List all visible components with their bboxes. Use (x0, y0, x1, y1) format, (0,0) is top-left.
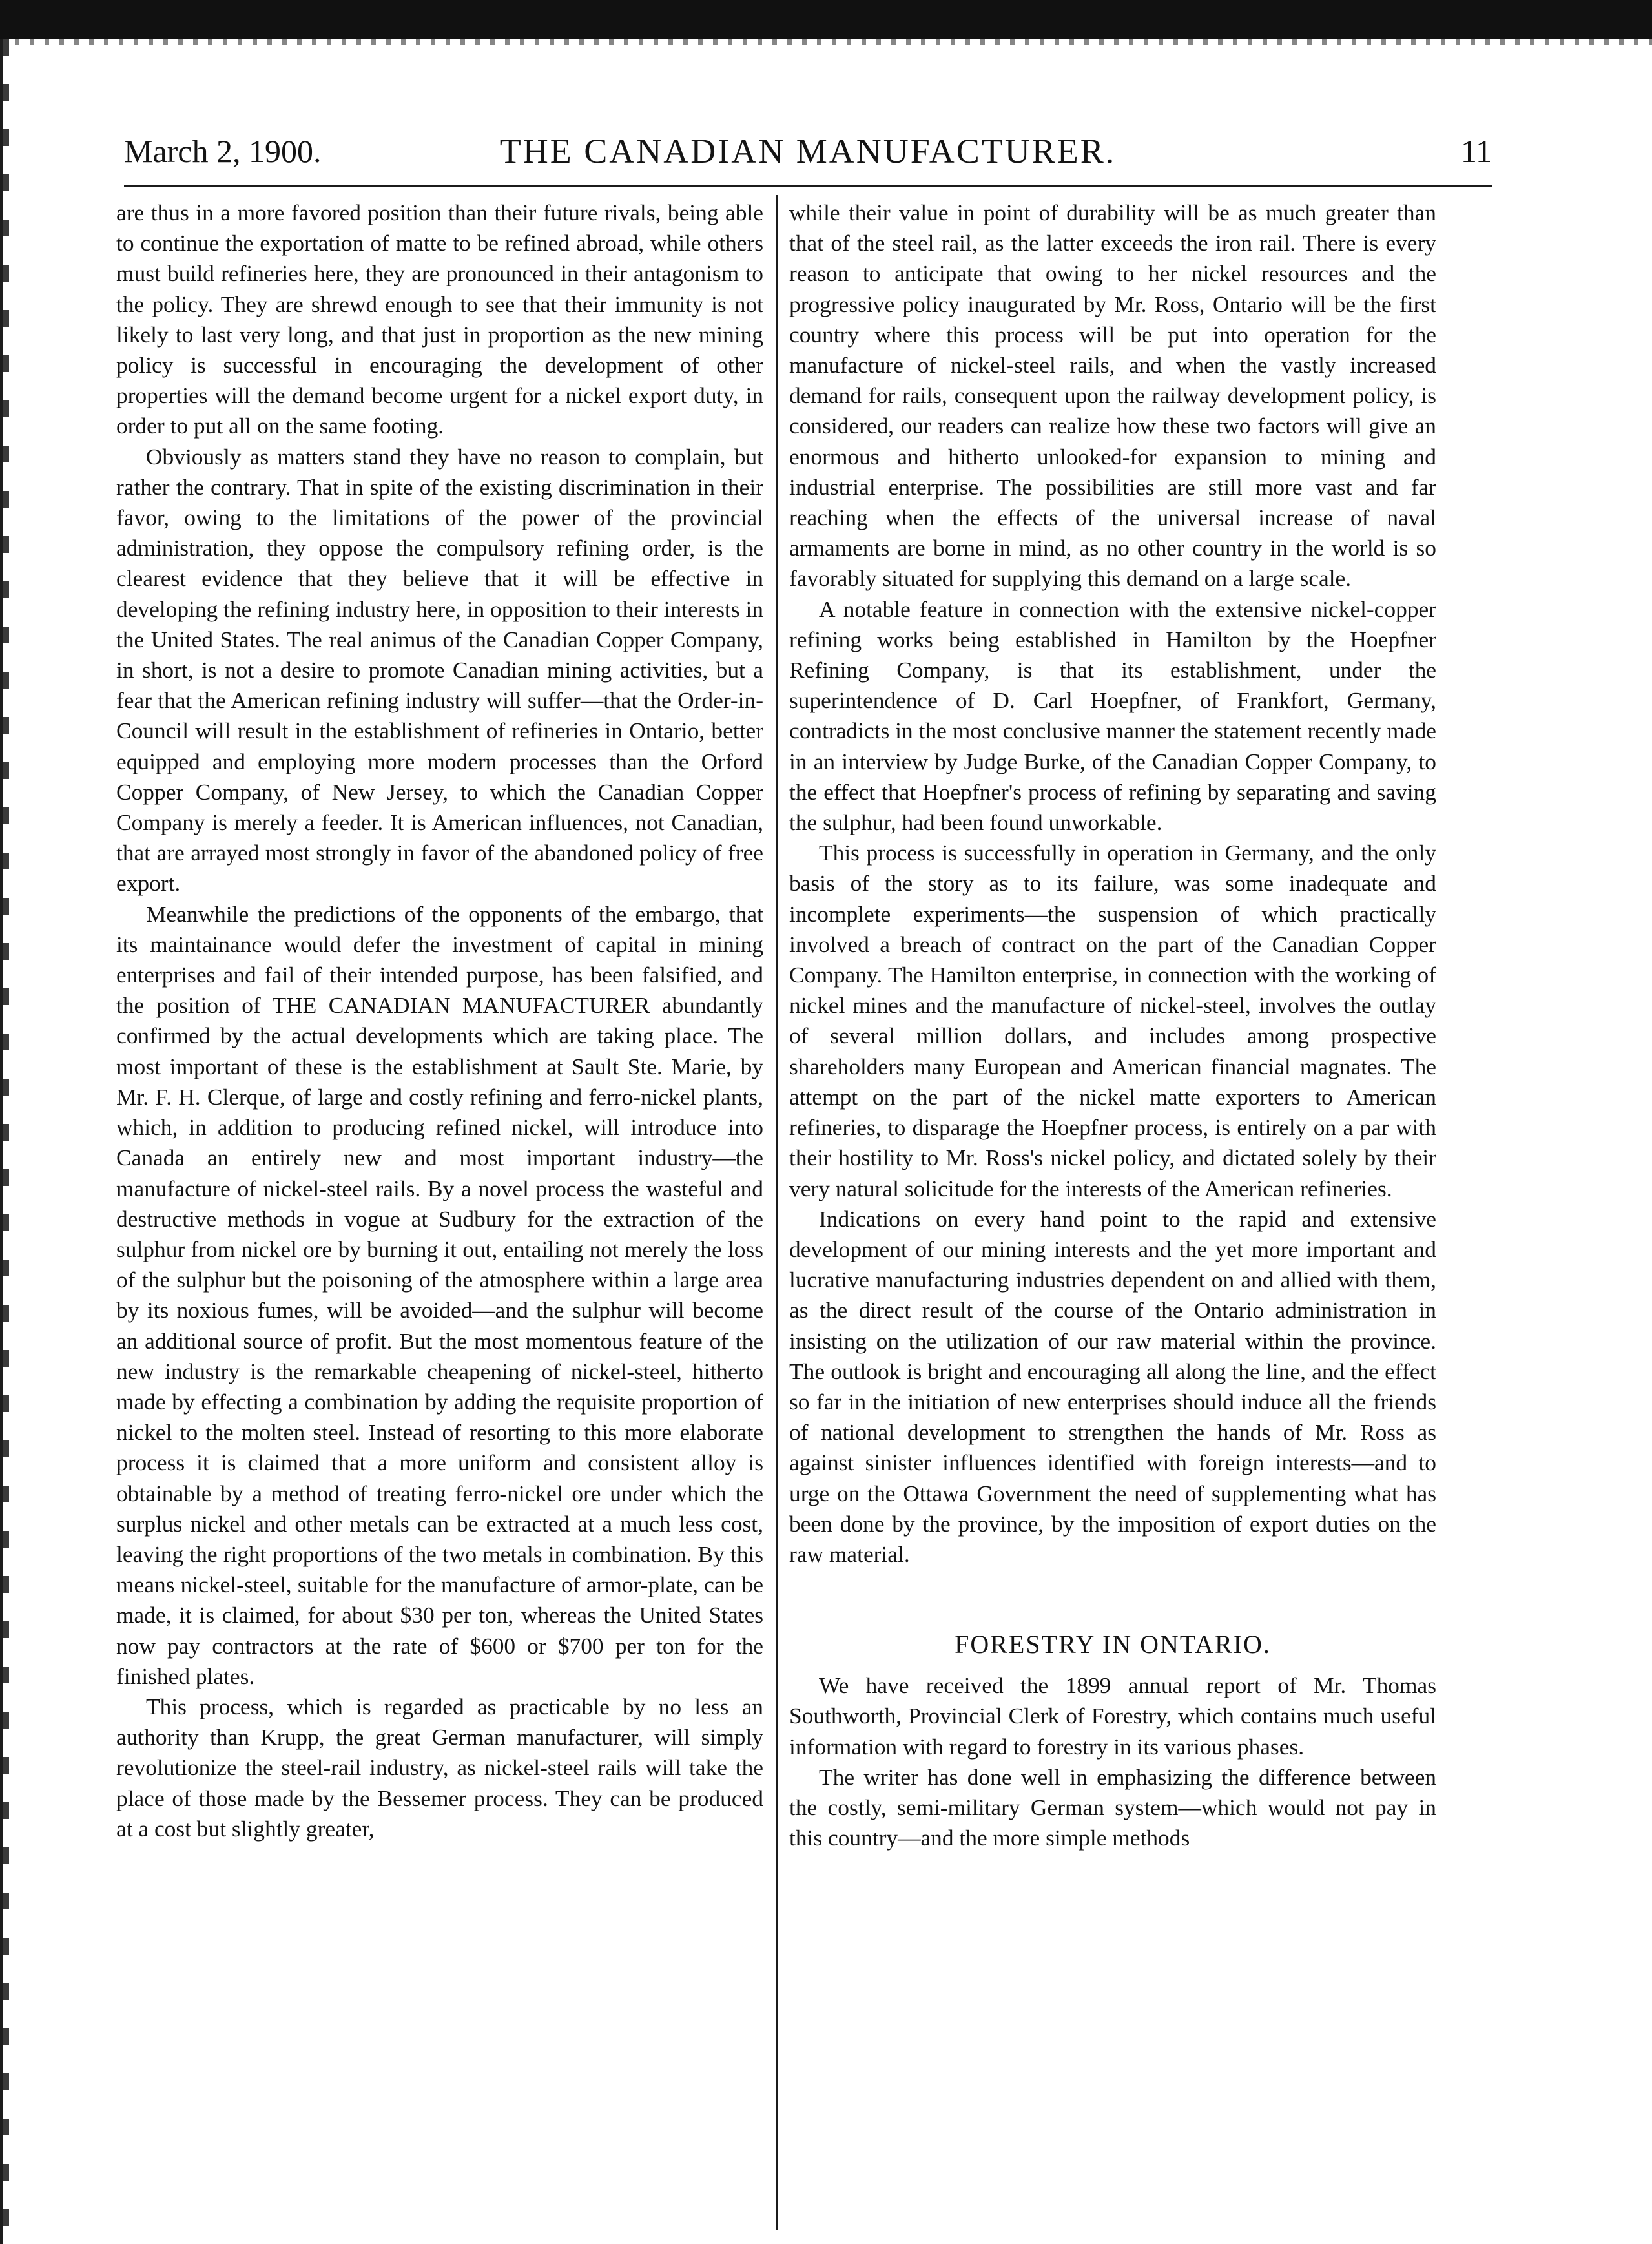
header-rule (124, 185, 1492, 187)
article-paragraph: This process is successfully in operation in Germany, and the only basis of the story as to its failure, was some inadequate and incomplete experiments—the suspension of which practically involved a breach of contract on the part of the Canadian Copper Company. The Hamilton enterprise, in connection with the working of nickel mines and the manufacture of nickel-steel, involves the outlay of several million dollars, and includes among prospective shareholders many European and American financial magnates. The attempt on the part of the nickel matte exporters to American refineries, to disparage the Hoepfner process, is entirely on a par with their hostility to Mr. Ross's nickel policy, and dictated solely by their very natural solicitude for the interests of the American refineries. (789, 840, 1436, 1201)
left-column (116, 198, 763, 1844)
page-header (124, 125, 1492, 177)
article-paragraph: are thus in a more favored position than their future rivals, being able to continue the exportation of matte to be refined abroad, while others must build refineries here, they are pronounced in their antagonism to the policy. They are shrewd enough to see that their immunity is not likely to last very long, and that just in proportion as the new mining policy is successful in encouraging the development of other properties will the demand become urgent for a nickel export duty, in order to put all on the same footing. (116, 200, 763, 439)
scan-top-edge (0, 0, 1652, 39)
article-paragraph: while their value in point of durability will be as much greater than that of the steel rail, as the latter exceeds the iron rail. There is every reason to anticipate that owing to her nickel resources and the progressive policy inaugurated by Mr. Ross, Ontario will be the first country where this process will be put into operation for the manufacture of nickel-steel rails, and when the vastly increased demand for rails, consequent upon the railway development policy, is considered, our readers can realize how these two factors will give an enormous and hitherto unlooked-for expansion to mining and industrial enterprise. The possibilities are still more vast and far reaching when the effects of the universal increase of naval armaments are borne in mind, as no other country in the world is so favorably situated for supplying this demand on a large scale. (789, 200, 1436, 592)
publication-title: THE CANADIAN MANUFACTURER. (499, 132, 1117, 171)
column-divider (776, 195, 778, 2230)
forestry-heading: FORESTRY IN ONTARIO. (955, 1630, 1271, 1659)
issue-date: March 2, 1900. (124, 133, 322, 169)
scan-left-edge (0, 39, 9, 2244)
forestry-paragraph: We have received the 1899 annual report of Mr. Thomas Southworth, Provincial Clerk of Forestry, which contains much useful information with regard to forestry in its various phases. (789, 1672, 1436, 1760)
article-paragraph: Meanwhile the predictions of the opponents of the embargo, that its maintainance would defer the investment of capital in mining enterprises and fail of their intended purpose, has been falsified, and the position of THE CANADIAN MANUFACTURER abundantly confirmed by the actual developments which are taking place. The most important of these is the establishment at Sault Ste. Marie, by Mr. F. H. Clerque, of large and costly refining and ferro-nickel plants, which, in addition to producing refined nickel, will introduce into Canada an entirely new and most important industry—the manufacture of nickel-steel rails. By a novel process the wasteful and destructive methods in vogue at Sudbury for the extraction of the sulphur from nickel ore by burning it out, entailing not merely the loss of the sulphur but the poisoning of the atmosphere within a large area by its noxious fumes, will be avoided—and the sulphur will become an additional source of profit. But the most momentous feature of the new industry is the remarkable cheapening of nickel-steel, hitherto made by effecting a combination by adding the requisite proportion of nickel to the molten steel. Instead of resorting to this more elaborate process it is claimed that a more uniform and consistent alloy is obtainable by a method of treating ferro-nickel ore under which the surplus nickel and other metals can be extracted at a much less cost, leaving the right proportions of the two metals in combination. By this means nickel-steel, suitable for the manufacture of armor-plate, can be made, it is claimed, for about $30 per ton, whereas the United States now pay contractors at the rate of $600 or $700 per ton for the finished plates. (116, 900, 763, 1689)
right-column (789, 198, 1436, 1853)
page-number: 11 (1460, 133, 1492, 169)
article-paragraph: This process, which is regarded as practicable by no less an authority than Krupp, the great German manufacturer, will simply revolutionize the steel-rail industry, as nickel-steel rails will take the place of those made by the Bessemer process. They can be produced at a cost but slightly greater, (116, 1693, 763, 1842)
article-paragraph: Obviously as matters stand they have no reason to complain, but rather the contrary. That in spite of the existing discrimination in their favor, owing to the limitations of the power of the provincial administration, they oppose the compulsory refining order, is the clearest evidence that they believe that it will be effective in developing the refining industry here, in opposition to their interests in the United States. The real animus of the Canadian Copper Company, in short, is not a desire to promote Canadian mining activities, but a fear that the American refining industry will suffer—that the Order-in-Council will result in the establishment of refineries in Ontario, better equipped and employing more modern processes than the Orford Copper Company, of New Jersey, to which the Canadian Copper Company is merely a feeder. It is American influences, not Canadian, that are arrayed most strongly in favor of the abandoned policy of free export. (116, 443, 763, 897)
article-paragraph: A notable feature in connection with the extensive nickel-copper refining works being established in Hamilton by the Hoepfner Refining Company, is that its establishment, under the superintendence of D. Carl Hoepfner, of Frankfort, Germany, contradicts in the most conclusive manner the statement recently made in an interview by Judge Burke, of the Canadian Copper Company, to the effect that Hoepfner's process of refining by separating and saving the sulphur, had been found unworkable. (789, 596, 1436, 836)
forestry-paragraph: The writer has done well in emphasizing the difference between the costly, semi-military German system—which would not pay in this country—and the more simple methods (789, 1763, 1436, 1851)
article-paragraph: Indications on every hand point to the rapid and extensive development of our mining interests and the yet more important and lucrative manufacturing industries dependent on and allied with them, as the direct result of the course of the Ontario administration in insisting on the utilization of our raw material within the province. The outlook is bright and encouraging all along the line, and the effect so far in the initiation of new enterprises should induce all the friends of national development to strengthen the hands of Mr. Ross as against sinister influences identified with foreign interests—and to urge on the Ottawa Government the need of supplementing what has been done by the province, by the imposition of export duties on the raw material. (789, 1205, 1436, 1567)
